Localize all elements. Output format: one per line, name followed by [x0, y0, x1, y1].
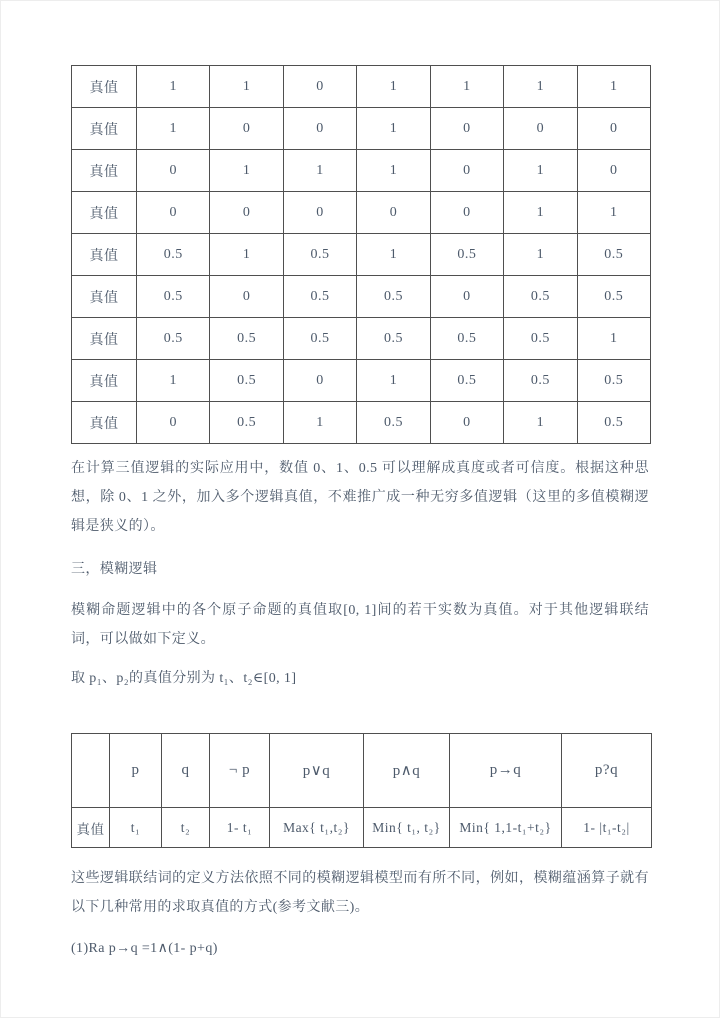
truth-value-cell: 0.5 — [210, 318, 283, 360]
truth-table-row — [72, 66, 651, 108]
truth-value-cell: 0 — [430, 276, 503, 318]
truth-value-cell: 1 — [430, 66, 503, 108]
truth-value-cell: 1 — [137, 108, 210, 150]
fuzzy-value-cell: 1- t₁ — [210, 808, 270, 848]
row-label-cell: 真值 — [72, 66, 137, 108]
truth-value-cell: 0.5 — [137, 234, 210, 276]
truth-value-cell: 0 — [137, 192, 210, 234]
formula-ra-implication: (1)Ra p→q =1∧(1- p+q) — [71, 941, 218, 956]
truth-value-cell: 0.5 — [577, 276, 650, 318]
row-label-cell: 真值 — [72, 150, 137, 192]
truth-value-cell: 0 — [283, 108, 356, 150]
truth-value-cell: 0.5 — [577, 234, 650, 276]
truth-value-cell: 1 — [504, 192, 577, 234]
row-label-cell: 真值 — [72, 234, 137, 276]
truth-table-row — [72, 150, 651, 192]
truth-value-cell: 0.5 — [283, 234, 356, 276]
connective-header-cell: q — [162, 734, 210, 808]
truth-table-row — [72, 402, 651, 444]
truth-table-row — [72, 318, 651, 360]
truth-value-cell: 0 — [283, 66, 356, 108]
truth-value-cell: 0 — [430, 108, 503, 150]
truth-value-cell: 0.5 — [357, 276, 430, 318]
connective-header-cell: p∨q — [270, 734, 364, 808]
fuzzy-value-cell: 1- |t₁-t₂| — [562, 808, 652, 848]
truth-value-cell: 0 — [137, 402, 210, 444]
connective-header-cell: p — [110, 734, 162, 808]
row-label-cell: 真值 — [72, 360, 137, 402]
connective-header-cell: ¬ p — [210, 734, 270, 808]
row-label-cell: 真值 — [72, 402, 137, 444]
truth-value-cell: 1 — [577, 66, 650, 108]
fuzzy-table-value-row — [72, 808, 652, 848]
fuzzy-value-cell: t₂ — [162, 808, 210, 848]
truth-value-cell: 1 — [577, 192, 650, 234]
row-label-cell: 真值 — [72, 808, 110, 848]
paragraph-three-valued-application: 在计算三值逻辑的实际应用中，数值 0、1、0.5 可以理解成真度或者可信度。根据这种思想，除 0、1 之外，加入多个逻辑真值，不难推广成一种无穷多值逻辑（这里的多值模糊逻辑是狭义的）。 — [71, 461, 649, 534]
truth-value-cell: 0.5 — [430, 318, 503, 360]
truth-value-cell: 1 — [504, 66, 577, 108]
truth-value-cell: 0 — [577, 150, 650, 192]
truth-value-cell: 0 — [210, 192, 283, 234]
fuzzy-value-cell: t₁ — [110, 808, 162, 848]
truth-value-cell: 0 — [430, 402, 503, 444]
paragraph-fuzzy-intro: 模糊命题逻辑中的各个原子命题的真值取[0, 1]间的若干实数为真值。对于其他逻辑联结词，可以做如下定义。 — [71, 603, 649, 647]
truth-value-cell: 1 — [210, 66, 283, 108]
truth-value-cell: 0.5 — [430, 234, 503, 276]
truth-value-cell: 1 — [357, 360, 430, 402]
row-label-cell: 真值 — [72, 276, 137, 318]
truth-table-row — [72, 234, 651, 276]
connective-header-cell: p→q — [450, 734, 562, 808]
truth-value-cell: 0 — [577, 108, 650, 150]
truth-value-cell: 1 — [137, 360, 210, 402]
truth-value-cell: 0.5 — [210, 360, 283, 402]
truth-value-cell: 0.5 — [137, 276, 210, 318]
truth-table-row — [72, 192, 651, 234]
truth-value-cell: 1 — [577, 318, 650, 360]
fuzzy-table-header-row — [72, 734, 652, 808]
three-valued-truth-table — [71, 65, 651, 444]
truth-table-row — [72, 108, 651, 150]
truth-value-cell: 0.5 — [504, 276, 577, 318]
truth-value-cell: 0 — [430, 192, 503, 234]
paragraph-take-truth-values: 取 p₁、p₂的真值分别为 t₁、t₂∈[0, 1] — [71, 671, 297, 686]
truth-value-cell: 1 — [504, 150, 577, 192]
truth-value-cell: 0 — [430, 150, 503, 192]
truth-value-cell: 1 — [357, 108, 430, 150]
fuzzy-value-cell: Max{ t₁,t₂} — [270, 808, 364, 848]
truth-value-cell: 0.5 — [283, 318, 356, 360]
connective-header-cell: p∧q — [364, 734, 450, 808]
row-label-cell: 真值 — [72, 108, 137, 150]
truth-value-cell: 1 — [504, 402, 577, 444]
truth-value-cell: 0.5 — [577, 360, 650, 402]
truth-value-cell: 0.5 — [504, 360, 577, 402]
truth-value-cell: 0.5 — [210, 402, 283, 444]
truth-value-cell: 1 — [283, 402, 356, 444]
truth-value-cell: 0 — [137, 150, 210, 192]
truth-value-cell: 0 — [504, 108, 577, 150]
truth-value-cell: 0 — [210, 108, 283, 150]
paragraph-connective-definitions: 这些逻辑联结词的定义方法依照不同的模糊逻辑模型而有所不同，例如，模糊蕴涵算子就有以下几种常用的求取真值的方式(参考文献三)。 — [71, 871, 649, 915]
row-label-cell: 真值 — [72, 318, 137, 360]
truth-value-cell: 1 — [357, 234, 430, 276]
section-heading-fuzzy-logic: 三，模糊逻辑 — [71, 562, 158, 577]
fuzzy-value-cell: Min{ 1,1-t₁+t₂} — [450, 808, 562, 848]
truth-value-cell: 0.5 — [137, 318, 210, 360]
fuzzy-connectives-table — [71, 733, 652, 848]
corner-cell — [72, 734, 110, 808]
truth-table-row — [72, 360, 651, 402]
truth-value-cell: 1 — [357, 150, 430, 192]
row-label-cell: 真值 — [72, 192, 137, 234]
truth-value-cell: 1 — [357, 66, 430, 108]
truth-value-cell: 0.5 — [577, 402, 650, 444]
truth-value-cell: 0.5 — [357, 402, 430, 444]
truth-value-cell: 1 — [504, 234, 577, 276]
truth-value-cell: 0 — [357, 192, 430, 234]
truth-value-cell: 1 — [210, 150, 283, 192]
truth-value-cell: 0.5 — [430, 360, 503, 402]
truth-value-cell: 1 — [137, 66, 210, 108]
truth-value-cell: 1 — [210, 234, 283, 276]
truth-value-cell: 0.5 — [357, 318, 430, 360]
truth-table-row — [72, 276, 651, 318]
fuzzy-value-cell: Min{ t₁, t₂} — [364, 808, 450, 848]
truth-value-cell: 0 — [283, 360, 356, 402]
truth-value-cell: 0 — [210, 276, 283, 318]
truth-value-cell: 1 — [283, 150, 356, 192]
truth-value-cell: 0.5 — [283, 276, 356, 318]
truth-value-cell: 0 — [283, 192, 356, 234]
connective-header-cell: p?q — [562, 734, 652, 808]
truth-value-cell: 0.5 — [504, 318, 577, 360]
